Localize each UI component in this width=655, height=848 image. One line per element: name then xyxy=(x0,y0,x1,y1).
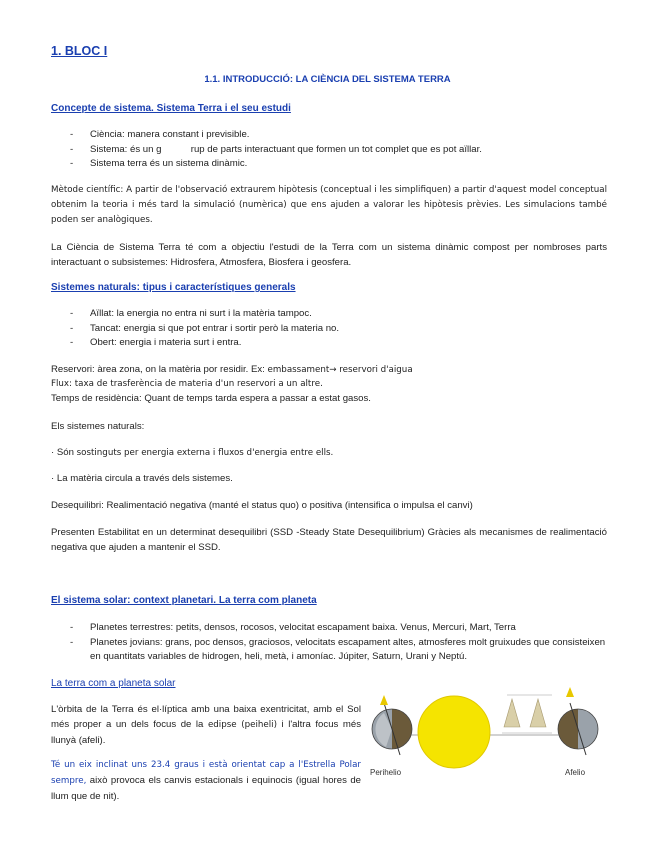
list-item: - Tancat: energia si que pot entrar i sortir però la materia no. xyxy=(70,322,610,337)
list-item: - Planetes jovians: grans, poc densos, graciosos, velocitats escapament altes, atmosferes molt gruixudes que consisteixen en quantitats variables de hidrogen, heli, metà, i amoníac. Júpiter, Saturn, Urani y Neptú. xyxy=(70,636,610,665)
bullet-list-planetes xyxy=(70,621,610,665)
paragraph-reservori: Reservori: àrea zona, on la matèria por residir. Ex: embassament→ reservori d'aigua xyxy=(51,364,413,375)
section-title-concepte: Concepte de sistema. Sistema Terra i el seu estudi xyxy=(51,103,291,114)
list-item: - Sistema terra és un sistema dinàmic. xyxy=(70,157,610,172)
heading-introduccio: 1.1. INTRODUCCIÓ: LA CIÈNCIA DEL SISTEMA TERRA xyxy=(204,74,451,85)
paragraph-metode: Mètode científic: A partir de l'observació extraurem hipòtesis (conceptual i les simplifiquen) a partir d'aquest model conceptual obtenim la teoria i més tard la simulació (numèrica) que ens ajuden a valorar les hipòtesis prèvies. Les simulacions també poden ser analògiques. xyxy=(51,185,607,225)
list-item: - Obert: energia i materia surt i entra. xyxy=(70,336,610,351)
paragraph-flux: Flux: taxa de trasferència de materia d'un reservori a un altre. xyxy=(51,379,323,389)
bullet-list-tipus xyxy=(70,307,610,351)
paragraph-ciencia: La Ciència de Sistema Terra té com a objectiu l'estudi de la Terra com un sistema dinàmic compost per nombroses parts interactuant o subsistemes: Hidrosfera, Atmosfera, Biosfera i geosfera. xyxy=(51,242,607,268)
section-title-sistema-solar: El sistema solar: context planetari. La terra com planeta xyxy=(51,595,317,606)
sun-icon xyxy=(418,696,490,768)
paragraph-temps: Temps de residència: Quant de temps tarda espera a passar a estat gasos. xyxy=(51,393,371,404)
paragraph-els-sistemes: Els sistemes naturals: xyxy=(51,421,145,432)
label-perihelio: Perihelio xyxy=(370,768,402,777)
bullet-list-sistema xyxy=(70,128,610,172)
paragraph-orbita: L'òrbita de la Terra és el·líptica amb una baixa exentricitat, amb el Sol més proper a un dels focus de la edipse (peiheli) i l'altra focus més llunyà (afeli). xyxy=(51,704,361,746)
paragraph-eix: Té un eix inclinat uns 23.4 graus i està orientat cap a l'Estrella Polar sempre, això provoca els canvis estacionals i equinocis (igual hores de llum que de nit). xyxy=(51,760,361,802)
list-item: - Ciència: manera constant i previsible. xyxy=(70,128,610,143)
section-title-sistemes-naturals: Sistemes naturals: tipus i característiques generals xyxy=(51,282,296,293)
paragraph-son: · Són sostinguts per energia externa i fluxos d'energia entre ells. xyxy=(51,447,334,458)
orbit-diagram xyxy=(362,677,609,787)
list-item: - Planetes terrestres: petits, densos, rocosos, velocitat escapament baixa. Venus, Mercuri, Mart, Terra xyxy=(70,621,610,636)
list-item: - Sistema: és un g rup de parts interactuant que formen un tot complet que es pot aïllar. xyxy=(70,143,610,158)
heading-bloc: 1. BLOC I xyxy=(51,44,108,58)
paragraph-materia: · La matèria circula a través dels sistemes. xyxy=(51,473,233,484)
list-item: - Aïllat: la energia no entra ni surt i la matèria tampoc. xyxy=(70,307,610,322)
subsection-title-terra-planeta: La terra com a planeta solar xyxy=(51,678,176,689)
label-afelio: Afelio xyxy=(565,768,586,777)
paragraph-presenten: Presenten Estabilitat en un determinat desequilibri (SSD -Steady State Desequilibrium) Gràcies als mecanismes de realimentació negativa que ajuden a mantenir el SSD. xyxy=(51,527,607,553)
paragraph-desequilibri: Desequilibri: Realimentació negativa (manté el status quo) o positiva (intensifica o impulsa el canvi) xyxy=(51,500,473,511)
